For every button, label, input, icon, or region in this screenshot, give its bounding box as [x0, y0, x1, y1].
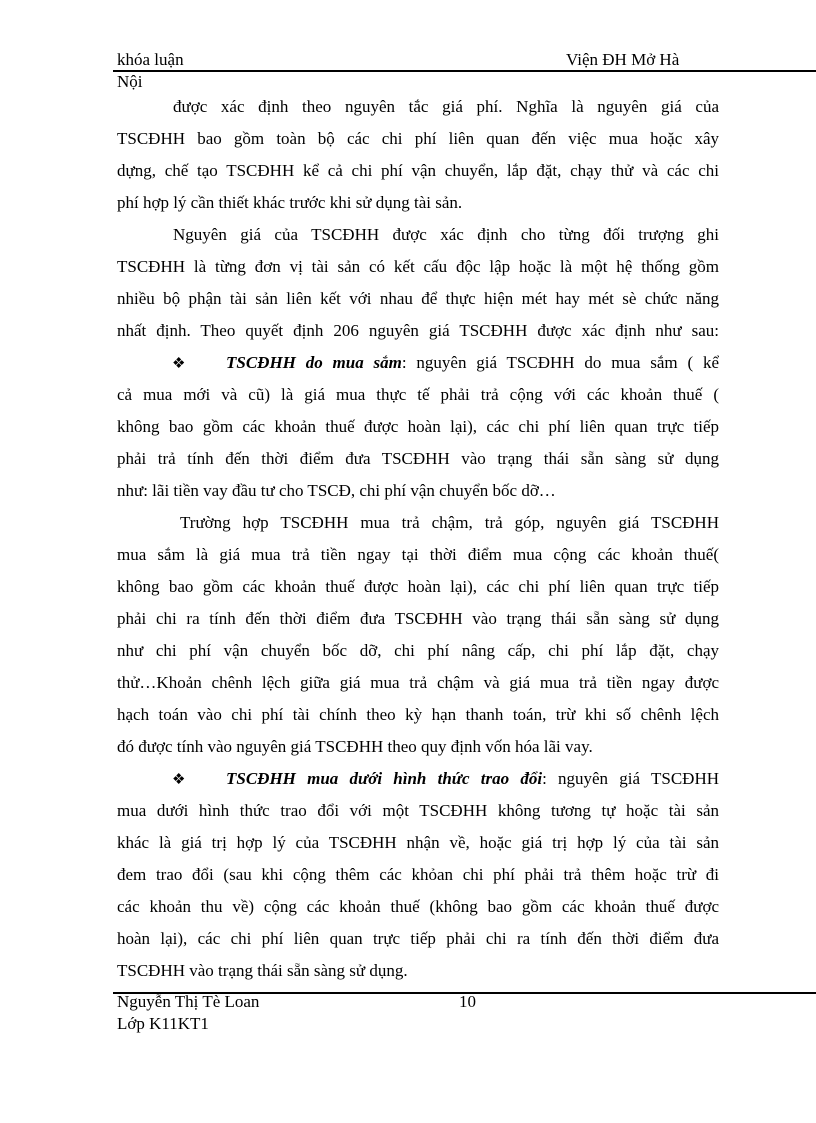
header-continuation-text: Nội	[117, 72, 143, 91]
paragraph-line: TSCĐHH vào trạng thái sẵn sàng sử dụng.	[117, 961, 408, 980]
paragraph-line: thử…Khoản chênh lệch giữa giá mua trả chậm và giá mua trả tiền ngay được	[117, 673, 719, 692]
paragraph-line: nhất định. Theo quyết định 206 nguyên giá TSCĐHH được xác định như sau:	[117, 321, 719, 340]
paragraph-line: phải trả tính đến thời điểm đưa TSCĐHH vào trạng thái sẵn sàng sử dụng	[117, 449, 719, 468]
paragraph-line: không bao gồm các khoản thuế được hoàn lại), các chi phí liên quan trực tiếp	[117, 577, 719, 596]
bullet-text: : nguyên giá TSCĐHH	[542, 769, 719, 788]
bullet-item-line	[117, 347, 719, 379]
page-number: 10	[459, 992, 476, 1011]
paragraph-line: như: lãi tiền vay đầu tư cho TSCĐ, chi phí vận chuyển bốc dỡ…	[117, 481, 556, 500]
footer-author: Nguyễn Thị Tè Loan	[117, 992, 260, 1011]
paragraph-line: khác là giá trị hợp lý của TSCĐHH nhận về, hoặc giá trị hợp lý của tài sản	[117, 833, 719, 852]
header-right-text: Viện ĐH Mở Hà	[566, 50, 680, 69]
paragraph-line: hạch toán vào chi phí tài chính theo kỳ hạn thanh toán, trừ khi số chênh lệch	[117, 705, 719, 724]
paragraph-line: phải chi ra tính đến thời điểm đưa TSCĐHH vào trạng thái sẵn sàng sử dụng	[117, 609, 719, 628]
bullet-text: : nguyên giá TSCĐHH do mua sắm ( kể	[401, 353, 719, 372]
bullet-title: TSCĐHH mua dưới hình thức trao đổi	[226, 769, 543, 788]
diamond-bullet-icon: ❖	[172, 356, 186, 372]
paragraph-line: TSCĐHH là từng đơn vị tài sản có kết cấu độc lập hoặc là một hệ thống gồm	[117, 257, 719, 276]
body-text	[117, 91, 719, 987]
paragraph-line: mua sắm là giá mua trả tiền ngay tại thời điểm mua cộng các khoản thuế(	[117, 545, 719, 564]
paragraph-line: Nguyên giá của TSCĐHH được xác định cho từng đối trượng ghi	[173, 225, 719, 244]
diamond-bullet-icon: ❖	[172, 772, 186, 788]
paragraph-line: đó được tính vào nguyên giá TSCĐHH theo quy định vốn hóa lãi vay.	[117, 737, 593, 756]
paragraph-line: phí hợp lý cần thiết khác trước khi sử dụng tài sản.	[117, 193, 463, 212]
paragraph-line: TSCĐHH bao gồm toàn bộ các chi phí liên quan đến việc mua hoặc xây	[117, 129, 719, 148]
paragraph-line: như chi phí vận chuyển bốc dỡ, chi phí nâng cấp, chi phí lắp đặt, chạy	[117, 641, 719, 660]
paragraph-line: dựng, chế tạo TSCĐHH kể cả chi phí vận chuyển, lắp đặt, chạy thử và các chi	[117, 161, 719, 180]
paragraph-line: các khoản thu về) cộng các khoản thuế (không bao gồm các khoản thuế được	[117, 897, 719, 916]
paragraph-line: đem trao đổi (sau khi cộng thêm các khỏan chi phí phải trả thêm hoặc trừ đi	[117, 865, 719, 884]
paragraph-line: cả mua mới và cũ) là giá mua thực tế phải trả cộng với các khoản thuế (	[117, 385, 719, 404]
header-rule	[113, 70, 816, 72]
paragraph-line: Trường hợp TSCĐHH mua trả chậm, trả góp, nguyên giá TSCĐHH	[180, 513, 719, 532]
footer-class: Lớp K11KT1	[117, 1014, 209, 1033]
paragraph-line: không bao gồm các khoản thuế được hoàn lại), các chi phí liên quan trực tiếp	[117, 417, 719, 436]
paragraph-line: nhiều bộ phận tài sản liên kết với nhau để thực hiện mét hay mét sè chức năng	[117, 289, 719, 308]
bullet-title: TSCĐHH do mua sắm	[226, 353, 402, 372]
header-left-text: khóa luận	[117, 50, 184, 69]
bullet-item-line	[117, 763, 719, 795]
paragraph-line: mua dưới hình thức trao đổi với một TSCĐHH không tương tự hoặc tài sản	[117, 801, 719, 820]
paragraph-line: hoàn lại), các chi phí liên quan trực tiếp phải chi ra tính đến thời điểm đưa	[117, 929, 719, 948]
paragraph-line: được xác định theo nguyên tắc giá phí. Nghĩa là nguyên giá của	[173, 97, 719, 116]
